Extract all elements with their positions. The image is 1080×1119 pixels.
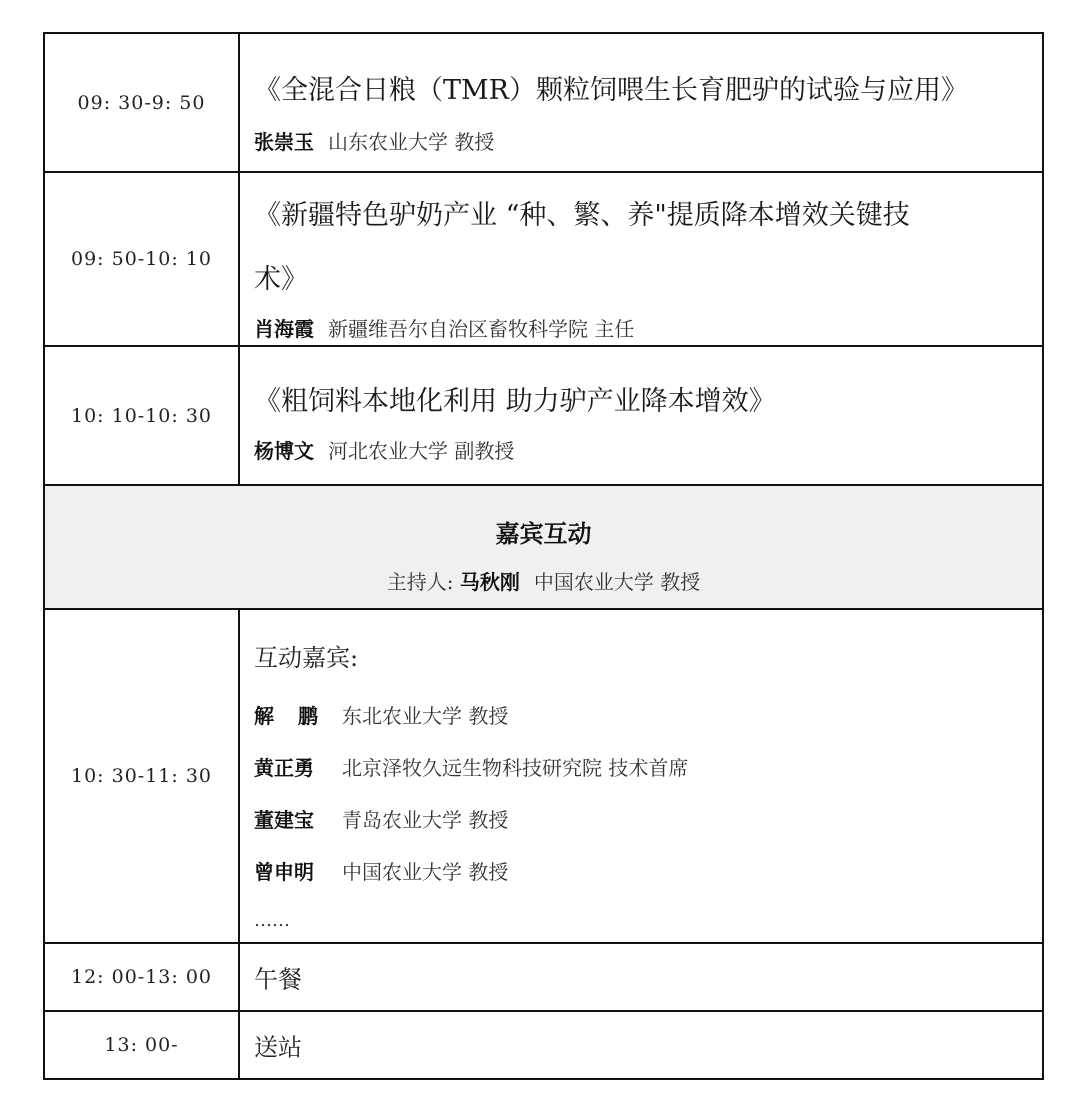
speaker-affiliation: 河北农业大学 副教授 — [328, 439, 515, 463]
agenda-row-session-2 — [45, 173, 1042, 347]
host-label: 主持人: — [386, 570, 454, 594]
speaker-name: 肖海霞 — [254, 317, 314, 341]
agenda-row-departure — [45, 1012, 1042, 1078]
guest-line — [254, 752, 688, 781]
guest-name: 董建宝 — [254, 808, 314, 832]
session-content — [240, 173, 1042, 345]
guest-affiliation: 中国农业大学 教授 — [342, 860, 509, 884]
departure-label: 送站 — [254, 1033, 302, 1062]
guests-label: 互动嘉宾: — [254, 644, 359, 672]
session-content — [240, 34, 1042, 171]
guest-line — [254, 804, 508, 833]
guest-line — [254, 700, 508, 729]
session-time: 09: 50-10: 10 — [45, 173, 240, 345]
speaker-name: 杨博文 — [254, 439, 314, 463]
session-time: 10: 10-10: 30 — [45, 347, 240, 484]
session-title: 《全混合日粮（TMR）颗粒饲喂生长育肥驴的试验与应用》 — [254, 75, 968, 106]
guest-name: 黄正勇 — [254, 756, 314, 780]
agenda-row-session-3 — [45, 347, 1042, 486]
session-title-line-2: 术》 — [254, 264, 308, 295]
speaker-affiliation: 山东农业大学 教授 — [328, 130, 495, 154]
host-affiliation: 中国农业大学 教授 — [533, 570, 701, 594]
agenda-row-session-1 — [45, 34, 1042, 173]
session-title-line-1: 《新疆特色驴奶产业 “种、繁、养"提质降本增效关键技 — [254, 200, 910, 231]
agenda-row-guests — [45, 610, 1042, 944]
session-title: 《粗饲料本地化利用 助力驴产业降本增效》 — [254, 386, 776, 417]
speaker-line — [254, 435, 514, 464]
speaker-line — [254, 126, 494, 155]
host-name: 马秋刚 — [459, 570, 520, 594]
lunch-label: 午餐 — [254, 965, 302, 994]
speaker-affiliation: 新疆维吾尔自治区畜牧科学院 主任 — [328, 317, 635, 341]
guest-line — [254, 856, 508, 885]
host-line — [45, 566, 1042, 595]
session-content — [240, 347, 1042, 484]
guest-name: 曾申明 — [254, 860, 314, 884]
departure-content — [240, 1012, 1042, 1078]
speaker-line — [254, 313, 634, 342]
session-time: 10: 30-11: 30 — [45, 610, 240, 942]
session-time: 12: 00-13: 00 — [45, 944, 240, 1010]
session-time: 13: 00- — [45, 1012, 240, 1078]
more-guests-ellipsis: …… — [254, 910, 290, 931]
guest-affiliation: 北京泽牧久远生物科技研究院 技术首席 — [342, 756, 689, 780]
lunch-content — [240, 944, 1042, 1010]
agenda-row-lunch — [45, 944, 1042, 1012]
guest-name: 解鹏 — [254, 704, 342, 728]
interaction-header-row — [45, 486, 1042, 610]
guest-affiliation: 东北农业大学 教授 — [342, 704, 509, 728]
speaker-name: 张崇玉 — [254, 130, 314, 154]
interaction-title: 嘉宾互动 — [495, 520, 592, 548]
guest-affiliation: 青岛农业大学 教授 — [342, 808, 509, 832]
agenda-table — [43, 32, 1044, 1080]
session-time: 09: 30-9: 50 — [45, 34, 240, 171]
guests-content — [240, 610, 1042, 942]
